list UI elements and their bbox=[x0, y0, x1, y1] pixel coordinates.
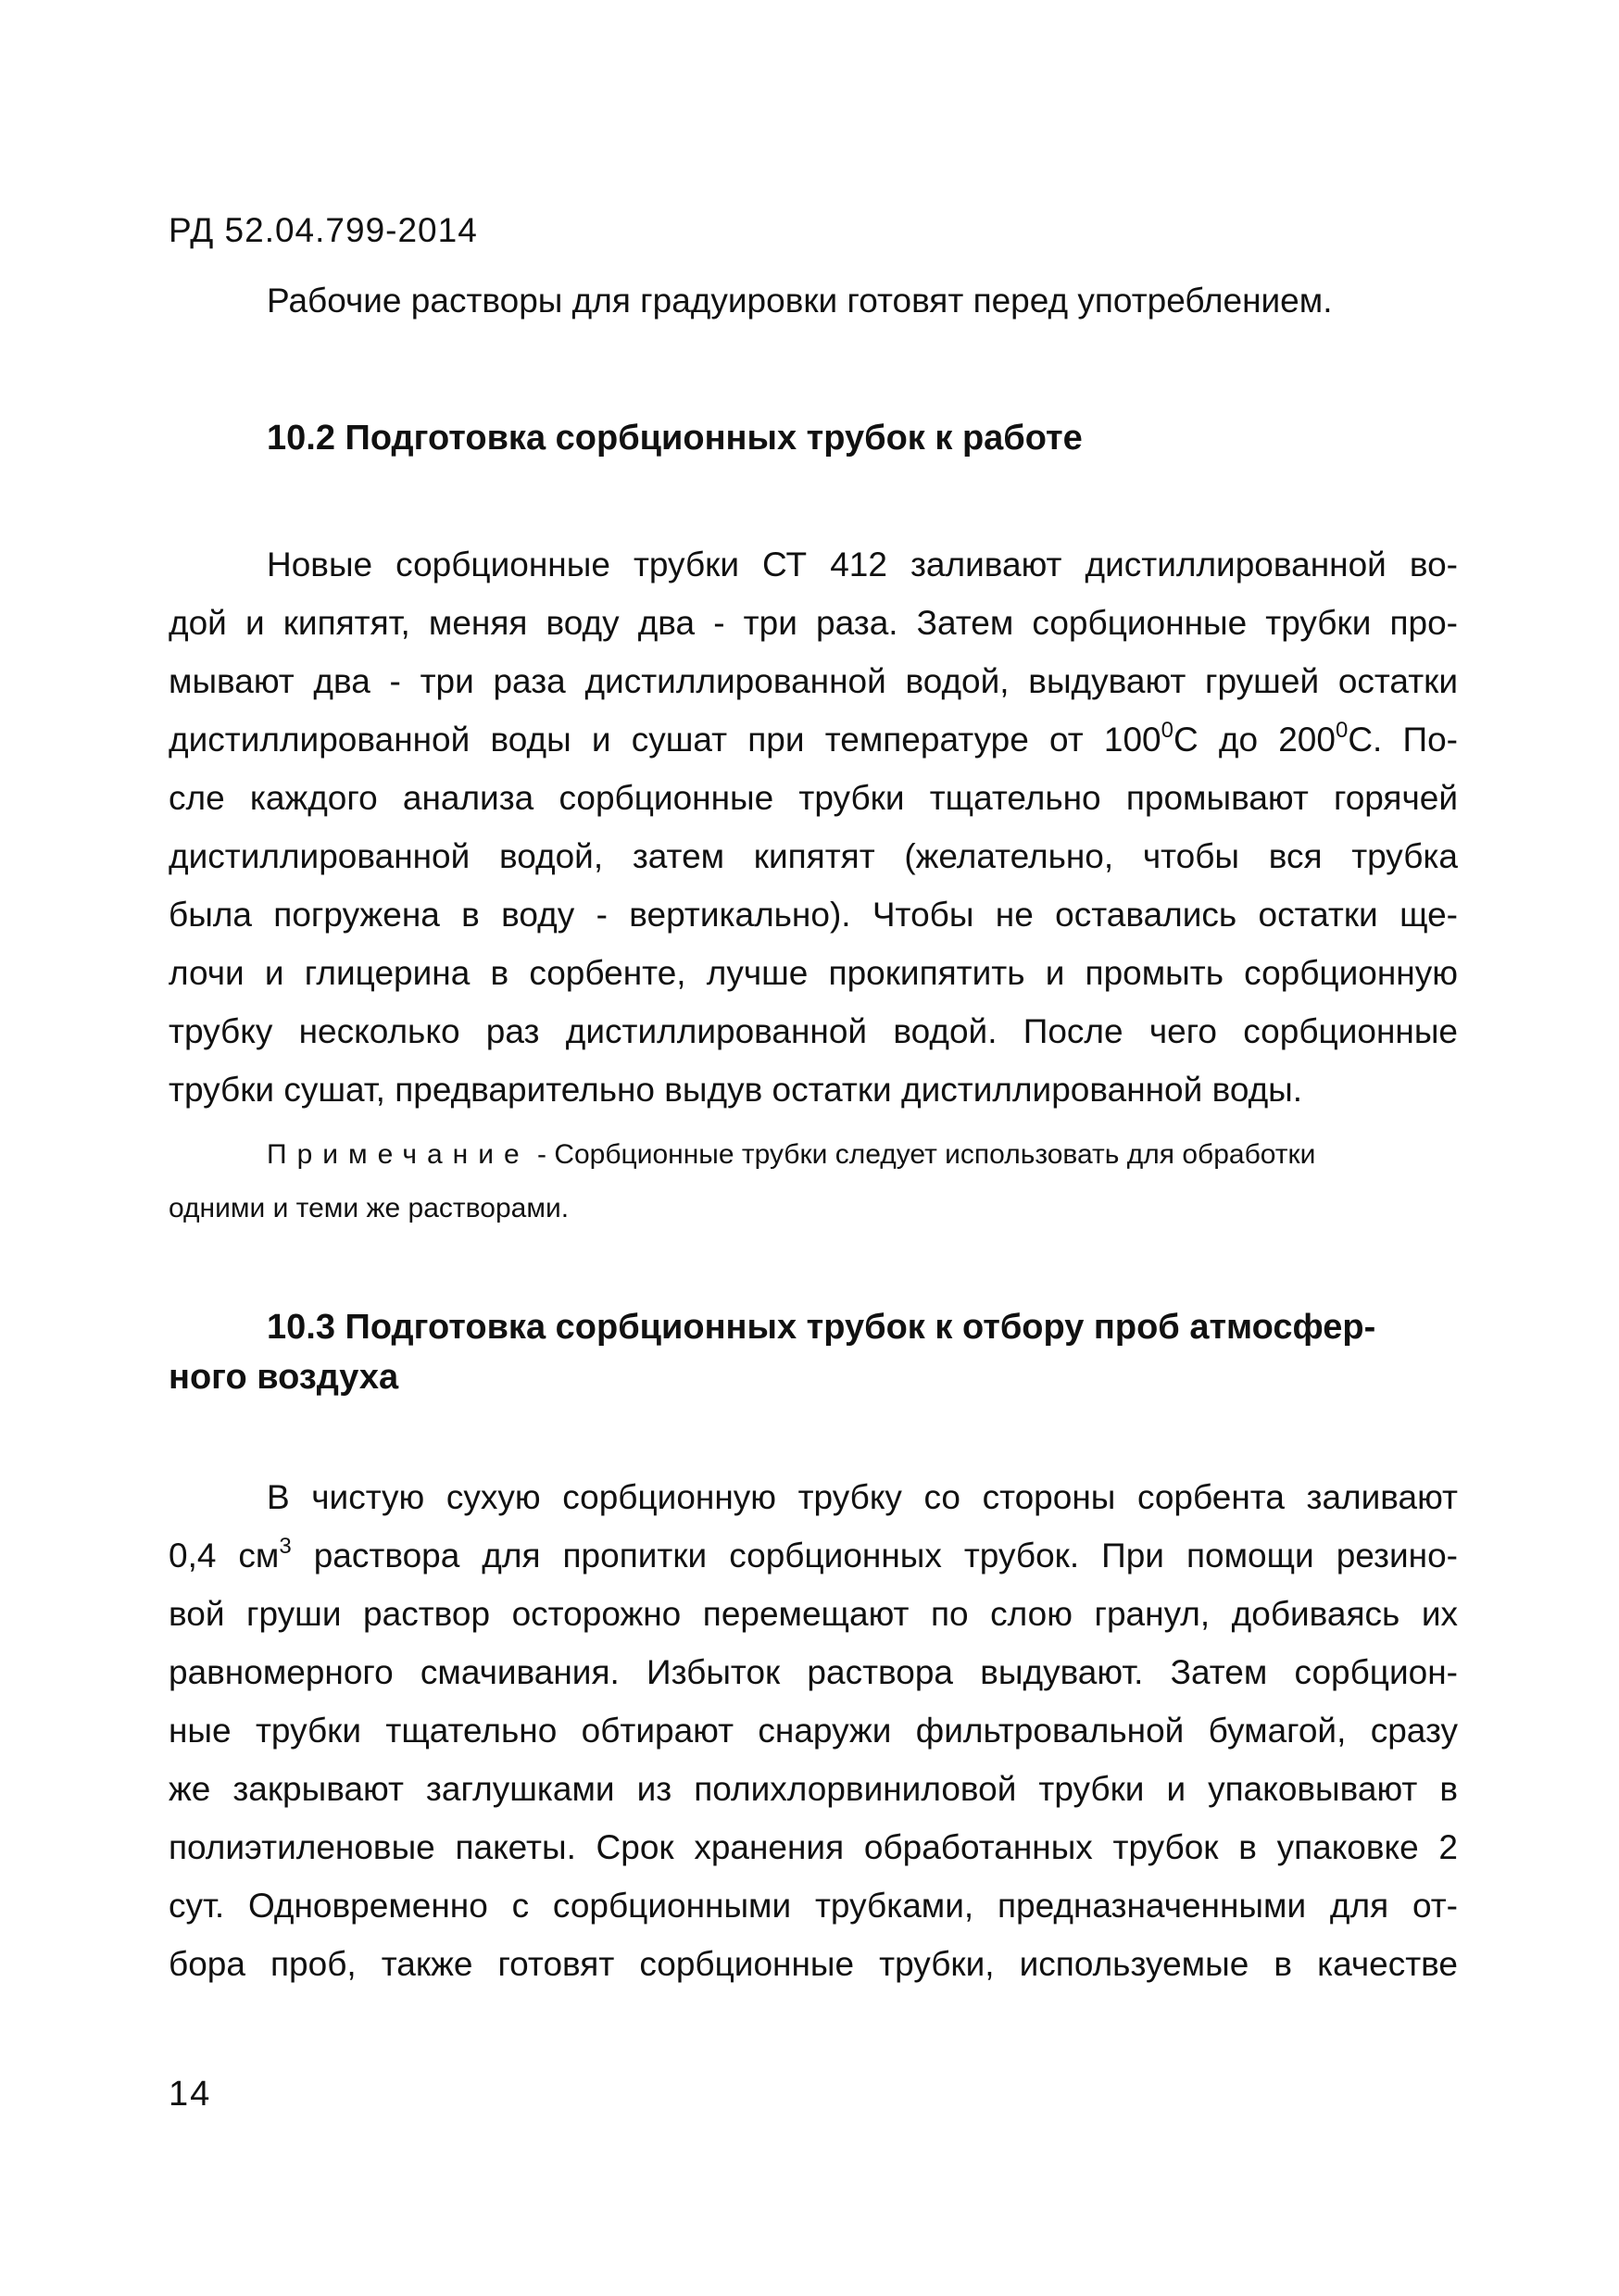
note-text: - Сорбционные трубки следует использовать для обработки bbox=[529, 1139, 1316, 1170]
paragraph-line: ные трубки тщательно обтирают снаружи фильтровальной бумагой, сразу bbox=[169, 1712, 1458, 1750]
section-heading-10-3-cont: ного воздуха bbox=[169, 1358, 399, 1397]
line-part: дистиллированной воды и сушат при температуре от 100 bbox=[169, 721, 1161, 759]
paragraph-line: дой и кипятят, меняя воду два - три раза. Затем сорбционные трубки про- bbox=[169, 604, 1458, 642]
paragraph-line: трубки сушат, предварительно выдув остатки дистиллированной воды. bbox=[169, 1071, 1303, 1109]
paragraph-line: сле каждого анализа сорбционные трубки тщательно промывают горячей bbox=[169, 779, 1458, 817]
cube-superscript: 3 bbox=[279, 1533, 292, 1559]
paragraph-line: сут. Одновременно с сорбционными трубками, предназначенными для от- bbox=[169, 1887, 1458, 1925]
paragraph-line bbox=[169, 1533, 1458, 1579]
paragraph-line: равномерного смачивания. Избыток раствора выдувают. Затем сорбцион- bbox=[169, 1653, 1458, 1691]
page-number: 14 bbox=[169, 2075, 212, 2114]
degree-superscript: 0 bbox=[1335, 717, 1349, 743]
paragraph-line: бора проб, также готовят сорбционные трубки, используемые в качестве bbox=[169, 1945, 1458, 1983]
paragraph-line bbox=[169, 717, 1458, 763]
note-label: Примечание bbox=[267, 1139, 530, 1170]
document-code: РД 52.04.799-2014 bbox=[169, 211, 478, 249]
line-part: раствора для пропитки сорбционных трубок. При помощи резино- bbox=[291, 1537, 1458, 1575]
paragraph-line: дистиллированной водой, затем кипятят (желательно, чтобы вся трубка bbox=[169, 837, 1458, 875]
paragraph-line: вой груши раствор осторожно перемещают по слою гранул, добиваясь их bbox=[169, 1595, 1458, 1633]
line-part: С до 200 bbox=[1173, 721, 1336, 759]
note-line: одними и теми же растворами. bbox=[169, 1193, 570, 1223]
note-line bbox=[267, 1135, 1458, 1174]
line-part: 0,4 см bbox=[169, 1537, 280, 1575]
paragraph-line: лочи и глицерина в сорбенте, лучше прокипятить и промыть сорбционную bbox=[169, 954, 1458, 992]
paragraph-line: Новые сорбционные трубки СТ 412 заливают дистиллированной во- bbox=[267, 546, 1458, 583]
paragraph-line: была погружена в воду - вертикально). Чтобы не оставались остатки ще- bbox=[169, 896, 1458, 934]
paragraph-line: мывают два - три раза дистиллированной водой, выдувают грушей остатки bbox=[169, 662, 1458, 700]
intro-paragraph: Рабочие растворы для градуировки готовят перед употреблением. bbox=[267, 282, 1333, 320]
section-heading-10-3: 10.3 Подготовка сорбционных трубок к отбору проб атмосфер- bbox=[267, 1308, 1376, 1347]
paragraph-line: В чистую сухую сорбционную трубку со стороны сорбента заливают bbox=[267, 1478, 1458, 1516]
degree-superscript: 0 bbox=[1161, 717, 1173, 743]
paragraph-line: трубку несколько раз дистиллированной водой. После чего сорбционные bbox=[169, 1012, 1458, 1050]
paragraph-line: же закрывают заглушками из полихлорвиниловой трубки и упаковывают в bbox=[169, 1770, 1458, 1808]
section-heading-10-2: 10.2 Подготовка сорбционных трубок к работе bbox=[267, 419, 1083, 458]
line-part: С. По- bbox=[1348, 721, 1458, 759]
paragraph-line: полиэтиленовые пакеты. Срок хранения обработанных трубок в упаковке 2 bbox=[169, 1828, 1458, 1866]
